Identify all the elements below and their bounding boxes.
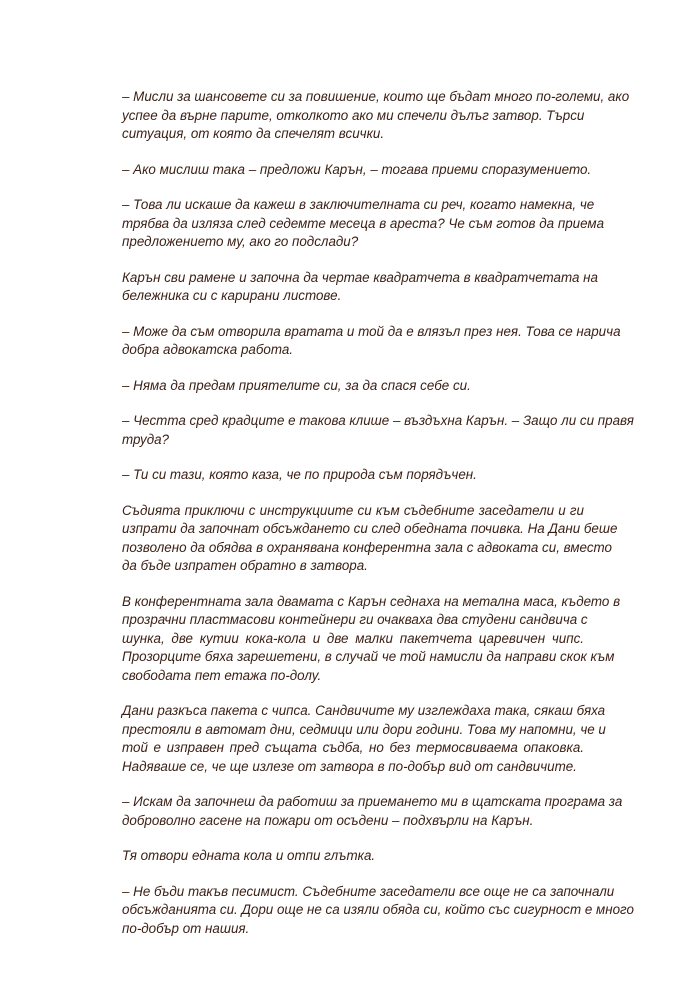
text-line: престояли в автомат дни, седмици или дори години. Това му напомни, че и <box>122 721 606 737</box>
text-line: свободата пет етажа по-долу. <box>122 667 322 683</box>
paragraph <box>122 377 584 396</box>
text-line: – Ти си тази, която каза, че по природа съм порядъчен. <box>122 467 477 482</box>
text-line: – Няма да предам приятелите си, за да спася себе си. <box>122 377 471 393</box>
text-line: – Не бъди такъв песимист. Съдебните заседатели все още не са започнали <box>122 883 615 899</box>
text-line: да бъде изпратен обратно в затвора. <box>122 558 368 573</box>
paragraph <box>122 269 598 306</box>
paragraph <box>122 161 592 180</box>
text-line: труда? <box>122 431 169 447</box>
text-line: В конферентната зала двамата с Карън седнаха на метална маса, където в <box>122 593 621 609</box>
text-line: изпрати да започнат обсъждането си след обедната почивка. На Дани беше <box>122 521 618 536</box>
text-line: – Това ли искаше да кажеш в заключителната си реч, когато намекна, че <box>122 197 595 212</box>
text-column <box>122 88 634 955</box>
text-line: бележника си с карирани листове. <box>122 288 342 303</box>
text-line: позволено да обядва в охранявана конферентна зала с адвоката си, вместо <box>122 539 612 555</box>
paragraph <box>122 466 584 485</box>
text-line: – Мисли за шансовете си за повишение, които ще бъдат много по-големи, ако <box>122 89 630 104</box>
paragraph <box>122 196 605 252</box>
text-line: прозрачни пластмасови контейнери ги очакваха два студени сандвича с <box>122 612 588 627</box>
text-line: шунка, две кутии кока-кола и две малки пакетчета царевичен чипс. <box>122 630 584 646</box>
text-line: Дани разкъса пакета с чипса. Сандвичите му изглеждаха така, сякаш бяха <box>122 703 606 718</box>
text-line: Прозорците бяха зарешетени, в случай че той намисли да направи скок към <box>122 649 615 664</box>
text-line: той е изправен пред същата съдба, но без термосвиваема опаковка. <box>122 740 584 755</box>
text-line: Тя отвори едната кола и отпи глътка. <box>122 848 376 863</box>
paragraph <box>122 412 634 449</box>
text-line: успее да върне парите, отколкото ако ми спечели дълъг затвор. Търси <box>122 107 585 123</box>
text-line: обсъжданията си. Дори още не са изяли обяда си, който със сигурност е много <box>122 902 634 917</box>
text-line: Надяваше се, че ще излезе от затвора в по-добър вид от сандвичите. <box>122 758 577 774</box>
text-line: – Искам да започнеш да работиш за приемането ми в щатската програма за <box>122 794 623 809</box>
paragraph <box>122 702 606 776</box>
text-line: Съдията приключи с инструкциите си към съдебните заседатели и ги <box>122 502 584 518</box>
paragraph <box>122 323 621 360</box>
paragraph <box>122 502 618 576</box>
text-line: Карън сви рамене и започна да чертае квадратчета в квадратчетата на <box>122 269 598 285</box>
text-line: – Честта сред крадците е такова клише – въздъхна Карън. – Защо ли си правя <box>122 413 634 428</box>
text-line: добра адвокатска работа. <box>122 342 293 357</box>
text-line: ситуация, от която да спечелят всички. <box>122 126 385 141</box>
paragraph <box>122 88 630 144</box>
paragraph <box>122 593 621 686</box>
text-line: доброволно гасене на пожари от осъдени – подхвърли на Карън. <box>122 812 534 828</box>
text-line: – Ако мислиш така – предложи Карън, – тогава приеми споразумението. <box>122 161 592 177</box>
paragraph <box>122 793 623 830</box>
text-line: по-добър от нашия. <box>122 920 250 936</box>
text-line: предложението му, ако го подслади? <box>122 234 359 249</box>
text-line: трябва да изляза след седемте месеца в ареста? Че съм готов да приема <box>122 215 605 231</box>
paragraph <box>122 883 634 939</box>
paragraph <box>122 847 584 866</box>
text-line: – Може да съм отворила вратата и той да е влязъл през нея. Това се нарича <box>122 323 621 339</box>
